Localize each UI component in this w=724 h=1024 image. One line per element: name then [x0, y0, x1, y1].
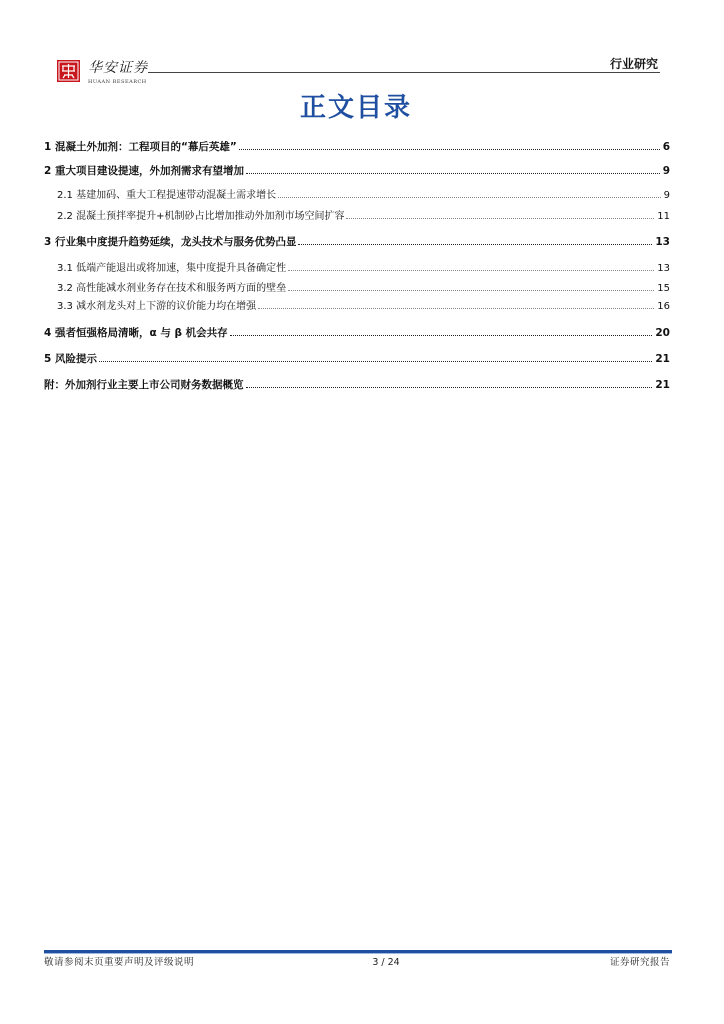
toc-entry-3[interactable] [44, 235, 670, 249]
brand-name-en: HUAAN RESEARCH [88, 79, 147, 85]
dot-leader [298, 244, 652, 245]
toc-entry-1[interactable] [44, 140, 670, 154]
toc-entry-label: 1 混凝土外加剂：工程项目的“幕后英雄” [44, 141, 237, 153]
toc-entry-3-1[interactable] [57, 262, 670, 276]
seal-logo-icon [57, 60, 80, 82]
footer-disclaimer: 敬请参阅末页重要声明及评级说明 [44, 957, 195, 968]
toc-entry-label: 2.1 基建加码、重大工程提速带动混凝土需求增长 [57, 190, 277, 201]
toc-entry-3-2[interactable] [57, 282, 670, 296]
dot-leader [239, 149, 660, 150]
toc-entry-label: 5 风险提示 [44, 353, 97, 365]
report-category: 行业研究 [609, 57, 658, 71]
dot-leader [288, 270, 654, 271]
toc-entry-4[interactable] [44, 326, 670, 340]
toc-page-number: 9 [663, 190, 670, 201]
toc-page-number: 13 [657, 263, 670, 274]
brand-name: 华安证券 [88, 60, 148, 76]
toc-entry-label: 2 重大项目建设提速，外加剂需求有望增加 [44, 165, 244, 177]
toc-entry-label: 3.3 减水剂龙头对上下游的议价能力均在增强 [57, 301, 257, 312]
toc-entry-label: 3.2 高性能减水剂业务存在技术和服务两方面的壁垒 [57, 283, 287, 294]
dot-leader [230, 335, 653, 336]
toc-page-number: 16 [657, 301, 670, 312]
dot-leader [346, 218, 654, 219]
toc-entry-label: 2.2 混凝土预拌率提升+机制砂占比增加推动外加剂市场空间扩容 [57, 211, 345, 222]
dot-leader [288, 290, 654, 291]
toc-entry-5[interactable] [44, 352, 670, 366]
header-divider [148, 72, 660, 73]
toc-page-number: 15 [657, 283, 670, 294]
toc-page-number: 9 [662, 165, 670, 177]
toc-entry-2-2[interactable] [57, 210, 670, 224]
toc-page-number: 21 [655, 353, 670, 365]
toc-entry-2-1[interactable] [57, 189, 670, 203]
toc-entry-2[interactable] [44, 164, 670, 178]
toc-page-number: 21 [655, 379, 670, 391]
toc-title: 正文目录 [299, 93, 412, 123]
toc-entry-appendix[interactable] [44, 378, 670, 392]
footer-report-type: 证券研究报告 [609, 957, 670, 968]
dot-leader [278, 197, 661, 198]
toc-entry-label: 3.1 低端产能退出或将加速，集中度提升具备确定性 [57, 263, 287, 274]
toc-entry-3-3[interactable] [57, 300, 670, 314]
dot-leader [246, 173, 660, 174]
toc-page-number: 6 [662, 141, 670, 153]
dot-leader [99, 361, 652, 362]
footer-divider [44, 950, 672, 953]
toc-page-number: 20 [655, 327, 670, 339]
toc-page-number: 13 [655, 236, 670, 248]
toc-entry-label: 4 强者恒强格局清晰，α 与 β 机会共存 [44, 327, 228, 339]
toc-entry-label: 3 行业集中度提升趋势延续，龙头技术与服务优势凸显 [44, 236, 297, 248]
footer-page-number: 3 / 24 [372, 957, 400, 968]
toc-entry-label: 附：外加剂行业主要上市公司财务数据概览 [44, 379, 244, 391]
dot-leader [246, 387, 653, 388]
dot-leader [258, 308, 654, 309]
toc-page-number: 11 [657, 211, 670, 222]
